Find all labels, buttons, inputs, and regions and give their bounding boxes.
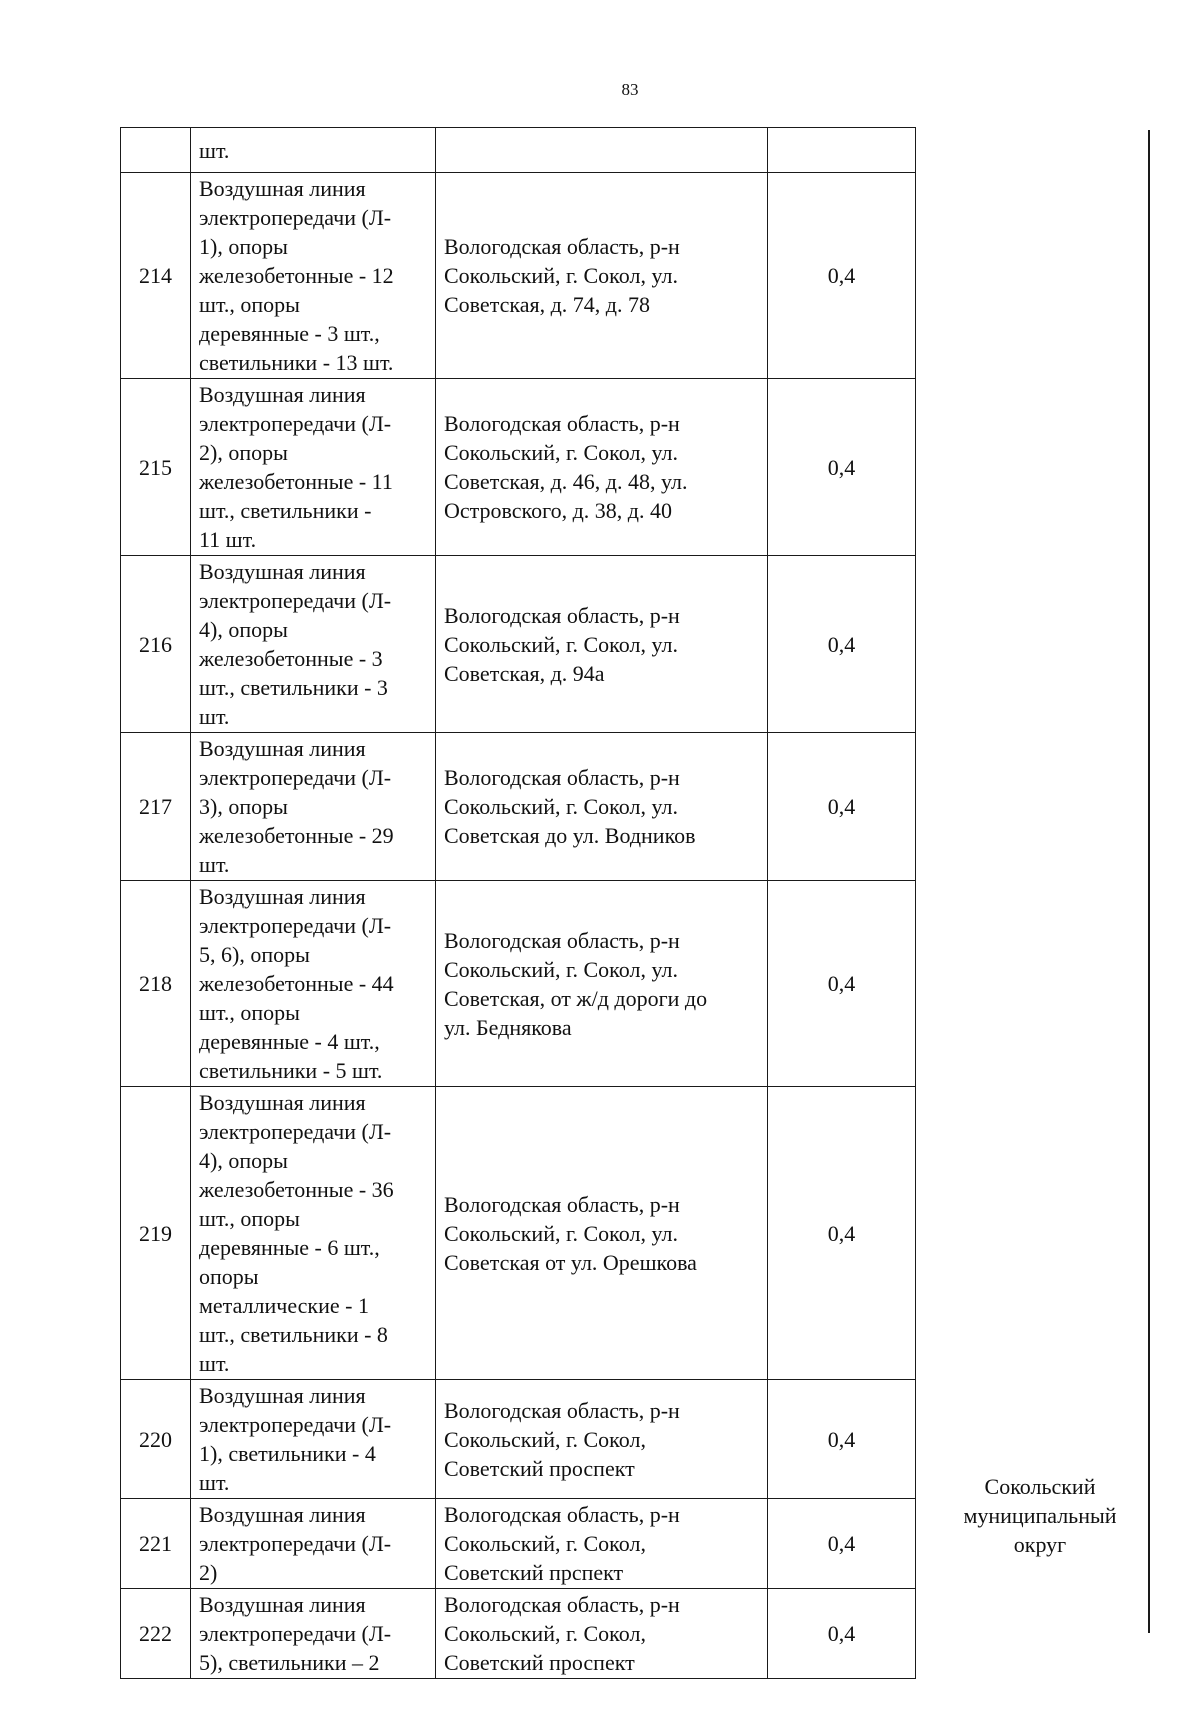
voltage-value: 0,4 bbox=[827, 1220, 856, 1246]
row-number: 222 bbox=[139, 1621, 172, 1646]
object-address: Вологодская область, р-н Сокольский, г. Сокол, ул. Советская, д. 46, д. 48, ул. Островского, д. 38, д. 40 bbox=[444, 411, 688, 523]
cell-row-number bbox=[121, 733, 191, 881]
voltage-value: 0,4 bbox=[827, 1531, 856, 1556]
object-name: Воздушная линия электропередачи (Л- 4), опоры железобетонные - 3 шт., светильники - 3 шт. bbox=[199, 559, 392, 729]
row-number: 216 bbox=[139, 631, 172, 657]
cell-object-name bbox=[191, 733, 436, 881]
cell-object-address bbox=[436, 379, 768, 556]
voltage-value: 0,4 bbox=[827, 1426, 856, 1452]
page-number: 83 bbox=[621, 80, 639, 99]
object-address: Вологодская область, р-н Сокольский, г. Сокол, ул. Советская от ул. Орешкова bbox=[444, 1191, 697, 1275]
cell-object-address bbox=[436, 1380, 768, 1499]
cell-object-address bbox=[436, 173, 768, 379]
cell-row-number bbox=[121, 379, 191, 556]
cell-object-name bbox=[191, 379, 436, 556]
table-row bbox=[121, 881, 916, 1087]
table-row bbox=[121, 556, 916, 733]
cell-object-name bbox=[191, 1087, 436, 1380]
voltage-value: 0,4 bbox=[827, 454, 856, 480]
object-address: Вологодская область, р-н Сокольский, г. Сокол, ул. Советская до ул. Водников bbox=[444, 765, 696, 848]
cell-voltage-value bbox=[768, 379, 916, 556]
cell-row-number bbox=[121, 881, 191, 1087]
row-number: 220 bbox=[139, 1426, 172, 1452]
cell-row-number bbox=[121, 1380, 191, 1499]
object-address: Вологодская область, р-н Сокольский, г. Сокол, Советский проспект bbox=[444, 1592, 680, 1675]
row-number: 221 bbox=[139, 1531, 172, 1556]
row-number: 219 bbox=[139, 1220, 172, 1246]
cell-row-number bbox=[121, 1087, 191, 1380]
right-border-line bbox=[1148, 130, 1150, 1633]
table-body bbox=[121, 128, 916, 1679]
object-name: Воздушная линия электропередачи (Л- 2), опоры железобетонные - 11 шт., светильники - 11 шт. bbox=[199, 382, 393, 552]
table-row bbox=[121, 1589, 916, 1679]
row-number: 217 bbox=[139, 794, 172, 819]
object-name: Воздушная линия электропередачи (Л- 5, 6), опоры железобетонные - 44 шт., опоры деревянные - 4 шт., светильники - 5 шт. bbox=[199, 884, 394, 1083]
table-row bbox=[121, 1087, 916, 1380]
cell-object-address bbox=[436, 881, 768, 1087]
table-row bbox=[121, 1499, 916, 1589]
cell-voltage-value bbox=[768, 1087, 916, 1380]
row-number: 218 bbox=[139, 971, 172, 996]
object-address: Вологодская область, р-н Сокольский, г. Сокол, ул. Советская, д. 94а bbox=[444, 602, 680, 686]
cell-object-address bbox=[436, 1499, 768, 1589]
cell-row-number bbox=[121, 173, 191, 379]
voltage-value: 0,4 bbox=[827, 971, 856, 996]
object-name: шт. bbox=[199, 137, 230, 163]
cell-object-address bbox=[436, 556, 768, 733]
object-name: Воздушная линия электропередачи (Л- 4), опоры железобетонные - 36 шт., опоры деревянные - 6 шт., опоры металлические - 1 шт., светильники - 8 шт. bbox=[199, 1090, 394, 1376]
voltage-value: 0,4 bbox=[827, 794, 856, 819]
object-address: Вологодская область, р-н Сокольский, г. Сокол, Советский проспект bbox=[444, 1397, 680, 1481]
cell-row-number bbox=[121, 128, 191, 173]
cell-voltage-value bbox=[768, 1380, 916, 1499]
cell-object-name bbox=[191, 1499, 436, 1589]
object-address: Вологодская область, р-н Сокольский, г. Сокол, ул. Советская, д. 74, д. 78 bbox=[444, 234, 680, 317]
cell-object-address bbox=[436, 1087, 768, 1380]
voltage-value: 0,4 bbox=[827, 631, 856, 657]
table-row bbox=[121, 173, 916, 379]
cell-voltage-value bbox=[768, 128, 916, 173]
table-row bbox=[121, 379, 916, 556]
object-name: Воздушная линия электропередачи (Л- 2) bbox=[199, 1502, 392, 1585]
cell-voltage-value bbox=[768, 881, 916, 1087]
cell-object-address bbox=[436, 128, 768, 173]
cell-object-name bbox=[191, 556, 436, 733]
object-address: Вологодская область, р-н Сокольский, г. Сокол, Советский прспект bbox=[444, 1502, 680, 1585]
object-name: Воздушная линия электропередачи (Л- 5), светильники – 2 bbox=[199, 1592, 392, 1675]
cell-object-name bbox=[191, 173, 436, 379]
cell-row-number bbox=[121, 556, 191, 733]
object-name: Воздушная линия электропередачи (Л- 1), опоры железобетонные - 12 шт., опоры деревянные - 3 шт., светильники - 13 шт. bbox=[199, 176, 394, 375]
cell-voltage-value bbox=[768, 173, 916, 379]
cell-object-name bbox=[191, 1380, 436, 1499]
cell-voltage-value bbox=[768, 1499, 916, 1589]
table-row bbox=[121, 128, 916, 173]
infrastructure-table bbox=[120, 127, 916, 1679]
table-row bbox=[121, 1380, 916, 1499]
cell-row-number bbox=[121, 1589, 191, 1679]
voltage-value: 0,4 bbox=[827, 263, 856, 288]
row-number: 214 bbox=[139, 263, 172, 288]
cell-voltage-value bbox=[768, 733, 916, 881]
cell-object-name bbox=[191, 1589, 436, 1679]
table-row bbox=[121, 733, 916, 881]
cell-voltage-value bbox=[768, 556, 916, 733]
cell-row-number bbox=[121, 1499, 191, 1589]
object-name: Воздушная линия электропередачи (Л- 1), светильники - 4 шт. bbox=[199, 1383, 392, 1495]
cell-object-name bbox=[191, 128, 436, 173]
object-name: Воздушная линия электропередачи (Л- 3), опоры железобетонные - 29 шт. bbox=[199, 736, 394, 877]
object-address: Вологодская область, р-н Сокольский, г. Сокол, ул. Советская, от ж/д дороги до ул. Беднякова bbox=[444, 927, 708, 1040]
row-number: 215 bbox=[139, 454, 172, 480]
cell-object-address bbox=[436, 733, 768, 881]
cell-object-name bbox=[191, 881, 436, 1087]
voltage-value: 0,4 bbox=[827, 1621, 856, 1646]
cell-voltage-value bbox=[768, 1589, 916, 1679]
district-label: Сокольский муниципальный округ bbox=[963, 1474, 1117, 1557]
cell-object-address bbox=[436, 1589, 768, 1679]
